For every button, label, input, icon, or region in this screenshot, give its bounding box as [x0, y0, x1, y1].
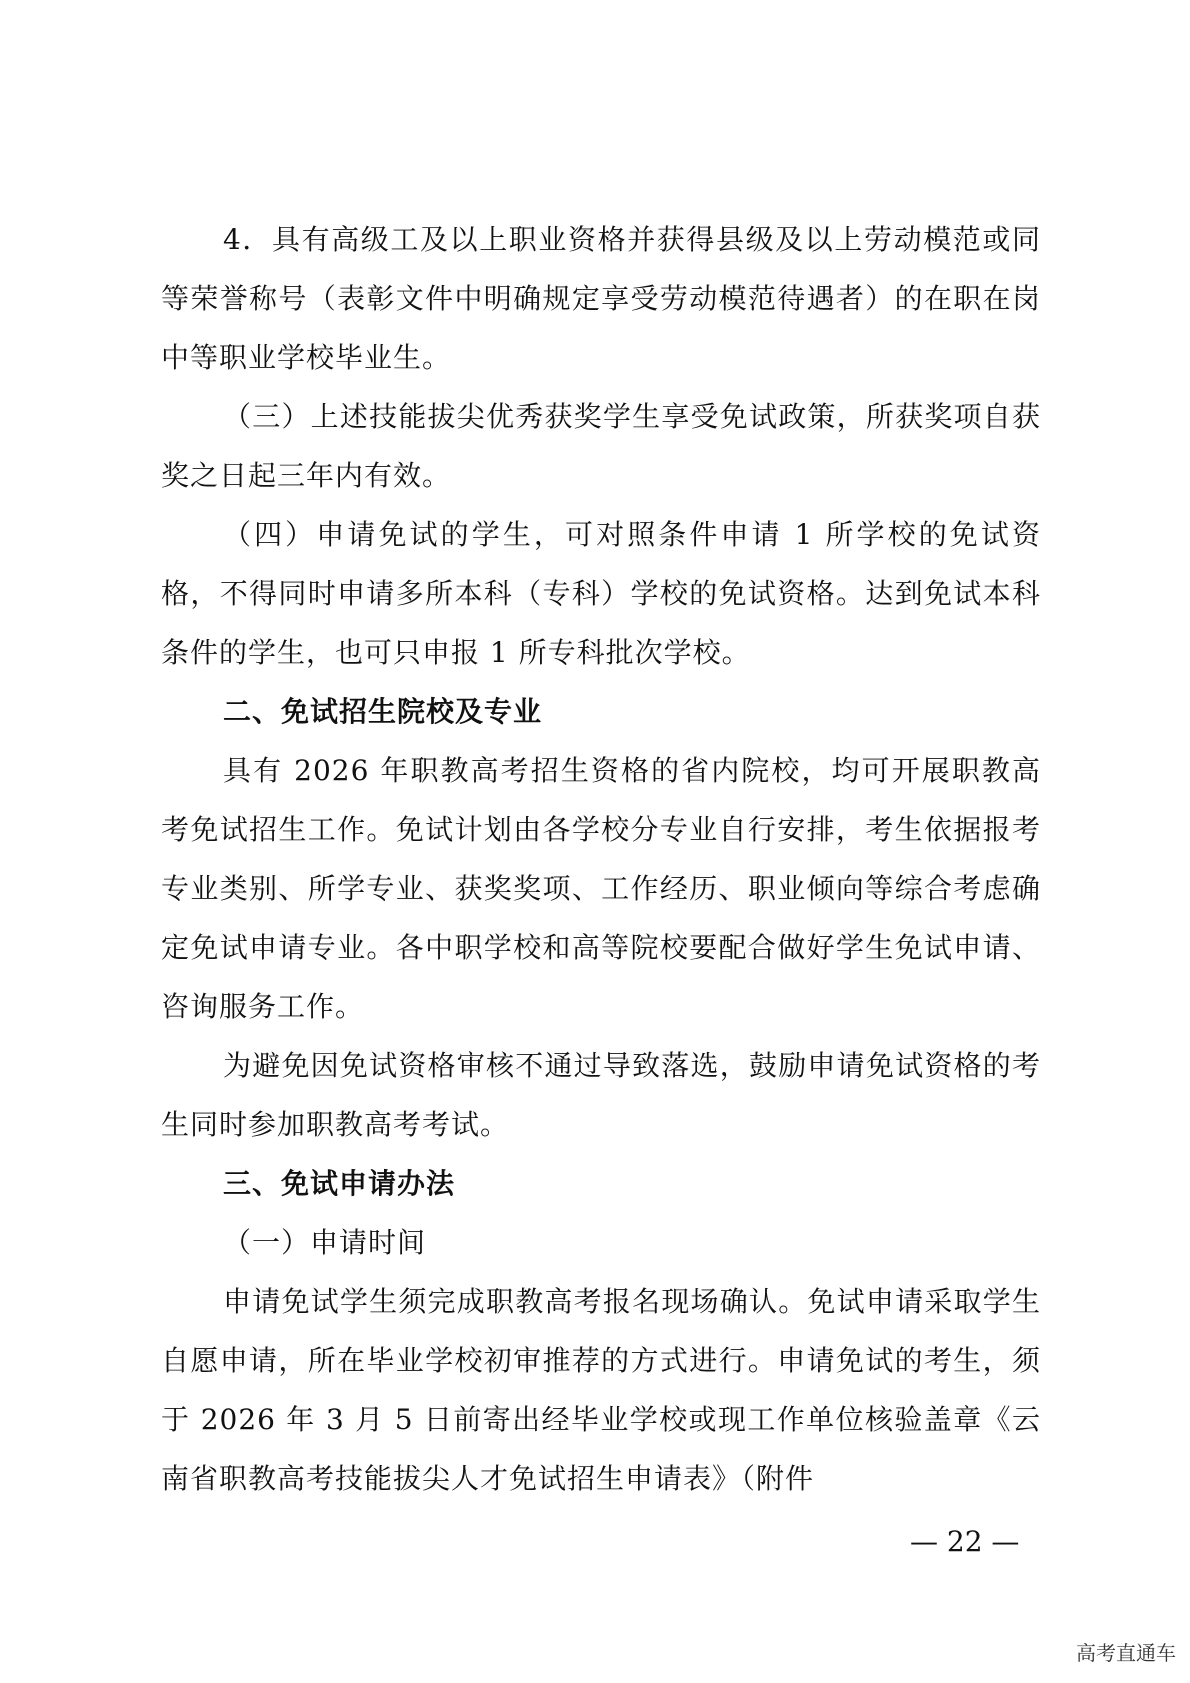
subheading-application-time: （一）申请时间	[223, 1226, 427, 1259]
paragraph-section-3: （三）上述技能拔尖优秀获奖学生享受免试政策，所获奖项自获奖之日起三年内有效。	[161, 400, 1041, 492]
paragraph-schools: 具有 2026 年职教高考招生资格的省内院校，均可开展职教高考免试招生工作。免试计划由各学校分专业自行安排，考生依据报考专业类别、所学专业、获奖奖项、工作经历、职业倾向等综合考虑确定免试申请专业。各中职学校和高等院校要配合做好学生免试申请、咨询服务工作。	[161, 754, 1041, 1023]
section-heading-3: 三、免试申请办法	[223, 1167, 456, 1200]
watermark-logo: 高考直通车	[1076, 1641, 1176, 1665]
page-number: — 22 —	[910, 1525, 1020, 1558]
paragraph-section-4: （四）申请免试的学生，可对照条件申请 1 所学校的免试资格，不得同时申请多所本科（专科）学校的免试资格。达到免试本科条件的学生，也可只申报 1 所专科批次学校。	[161, 518, 1041, 669]
paragraph-encourage: 为避免因免试资格审核不通过导致落选，鼓励申请免试资格的考生同时参加职教高考考试。	[161, 1049, 1041, 1141]
document-body	[161, 210, 1041, 1508]
paragraph-item-4: 4．具有高级工及以上职业资格并获得县级及以上劳动模范或同等荣誉称号（表彰文件中明确规定享受劳动模范待遇者）的在职在岗中等职业学校毕业生。	[161, 223, 1041, 374]
paragraph-application: 申请免试学生须完成职教高考报名现场确认。免试申请采取学生自愿申请，所在毕业学校初审推荐的方式进行。申请免试的考生，须于 2026 年 3 月 5 日前寄出经毕业学校或现工作单位核验盖章《云南省职教高考技能拔尖人才免试招生申请表》（附件	[161, 1285, 1041, 1495]
section-heading-2: 二、免试招生院校及专业	[223, 695, 543, 728]
